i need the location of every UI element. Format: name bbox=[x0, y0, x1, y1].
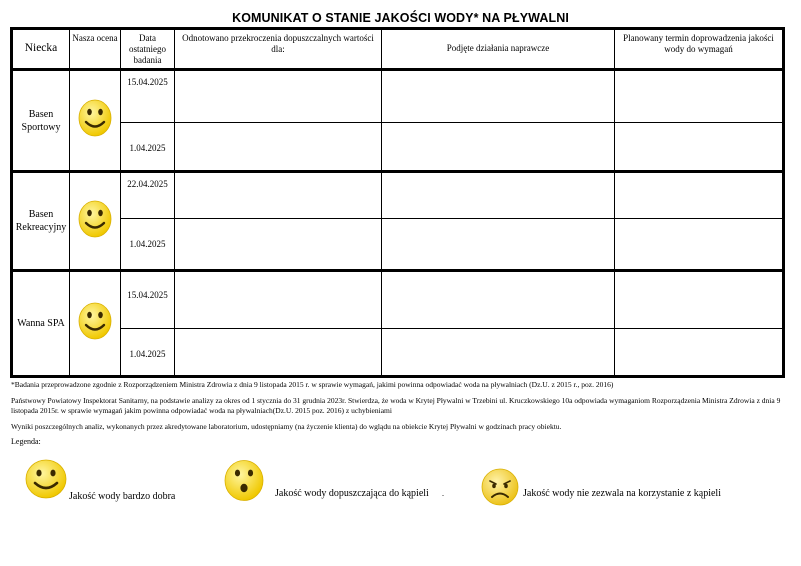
deadline-cell bbox=[615, 219, 784, 271]
smiley-happy-icon bbox=[78, 98, 112, 138]
header-date: Data ostatniego badania bbox=[121, 29, 175, 70]
footnote: *Badania przeprowadzone zgodnie z Rozporządzeniem Ministra Zdrowia z dnia 9 listopada 2015 r. w sprawie wymagań, jakimi powinna odpowiadać woda na pływalniach (Dz.U. z 2015 r., poz. 2016) bbox=[11, 380, 614, 389]
date-cell: 1.04.2025 bbox=[121, 219, 175, 271]
pool-name: Wanna SPA bbox=[12, 271, 70, 377]
actions-cell bbox=[382, 219, 615, 271]
smiley-sad-icon bbox=[481, 468, 519, 506]
exceeded-cell bbox=[175, 122, 382, 172]
inspector-statement: Państwowy Powiatowy Inspektorat Sanitarny, na podstawie analizy za okres od 1 stycznia do 31 grudnia 2023r. Stwierdza, że woda w Krytej Pływalni w Trzebini ul. Kruczkowskiego 10a odpowiada wymaganiom Rozporządzenia Ministra Zdrowia z dnia 9 listopada 2015r. w sprawie wymagań jakim powinna odpowiadać woda na pływalniach(Dz.U. 2015 poz. 2016) z uchybieniami bbox=[11, 396, 781, 415]
date-cell: 1.04.2025 bbox=[121, 329, 175, 377]
page-title: KOMUNIKAT O STANIE JAKOŚCI WODY* NA PŁYWALNI bbox=[232, 11, 569, 25]
grade-cell bbox=[70, 271, 121, 377]
grade-cell bbox=[70, 69, 121, 172]
legend-title: Legenda: bbox=[11, 437, 41, 446]
header-exceeded: Odnotowano przekroczenia dopuszczalnych wartości dla: bbox=[175, 29, 382, 70]
smiley-happy-icon bbox=[78, 199, 112, 239]
actions-cell bbox=[382, 69, 615, 122]
actions-cell bbox=[382, 172, 615, 219]
deadline-cell bbox=[615, 271, 784, 329]
table-row bbox=[12, 219, 784, 271]
date-cell: 15.04.2025 bbox=[121, 69, 175, 122]
table-row bbox=[12, 172, 784, 219]
date-cell: 1.04.2025 bbox=[121, 122, 175, 172]
exceeded-cell bbox=[175, 271, 382, 329]
header-deadline: Planowany termin doprowadzenia jakości wody do wymagań bbox=[615, 29, 784, 70]
pool-name: Basen Sportowy bbox=[12, 69, 70, 172]
legend-label-good: Jakość wody bardzo dobra bbox=[69, 491, 176, 502]
table-row bbox=[12, 271, 784, 329]
deadline-cell bbox=[615, 329, 784, 377]
legend-dot: . bbox=[442, 489, 444, 498]
pool-name: Basen Rekreacyjny bbox=[12, 172, 70, 271]
actions-cell bbox=[382, 122, 615, 172]
table-row bbox=[12, 329, 784, 377]
deadline-cell bbox=[615, 122, 784, 172]
grade-cell bbox=[70, 172, 121, 271]
deadline-cell bbox=[615, 172, 784, 219]
water-quality-table bbox=[10, 27, 785, 378]
header-grade: Nasza ocena bbox=[70, 29, 121, 70]
exceeded-cell bbox=[175, 69, 382, 122]
header-pool: Niecka bbox=[12, 29, 70, 70]
date-cell: 15.04.2025 bbox=[121, 271, 175, 329]
results-note: Wyniki poszczególnych analiz, wykonanych przez akredytowane laboratorium, udostępniamy (na życzenie klienta) do wglądu na obiekcie Krytej Pływalni w godzinach pracy obiektu. bbox=[11, 422, 562, 431]
smiley-surprised-icon bbox=[224, 460, 264, 501]
smiley-happy-icon bbox=[78, 301, 112, 341]
actions-cell bbox=[382, 329, 615, 377]
exceeded-cell bbox=[175, 219, 382, 271]
header-actions: Podjęte działania naprawcze bbox=[382, 29, 615, 70]
deadline-cell bbox=[615, 69, 784, 122]
smiley-happy-icon bbox=[25, 459, 67, 499]
exceeded-cell bbox=[175, 329, 382, 377]
legend-label-bad: Jakość wody nie zezwala na korzystanie z kąpieli bbox=[523, 488, 721, 499]
exceeded-cell bbox=[175, 172, 382, 219]
date-cell: 22.04.2025 bbox=[121, 172, 175, 219]
actions-cell bbox=[382, 271, 615, 329]
table-row bbox=[12, 122, 784, 172]
legend-label-acceptable: Jakość wody dopuszczająca do kąpieli bbox=[275, 488, 429, 499]
table-row bbox=[12, 69, 784, 122]
